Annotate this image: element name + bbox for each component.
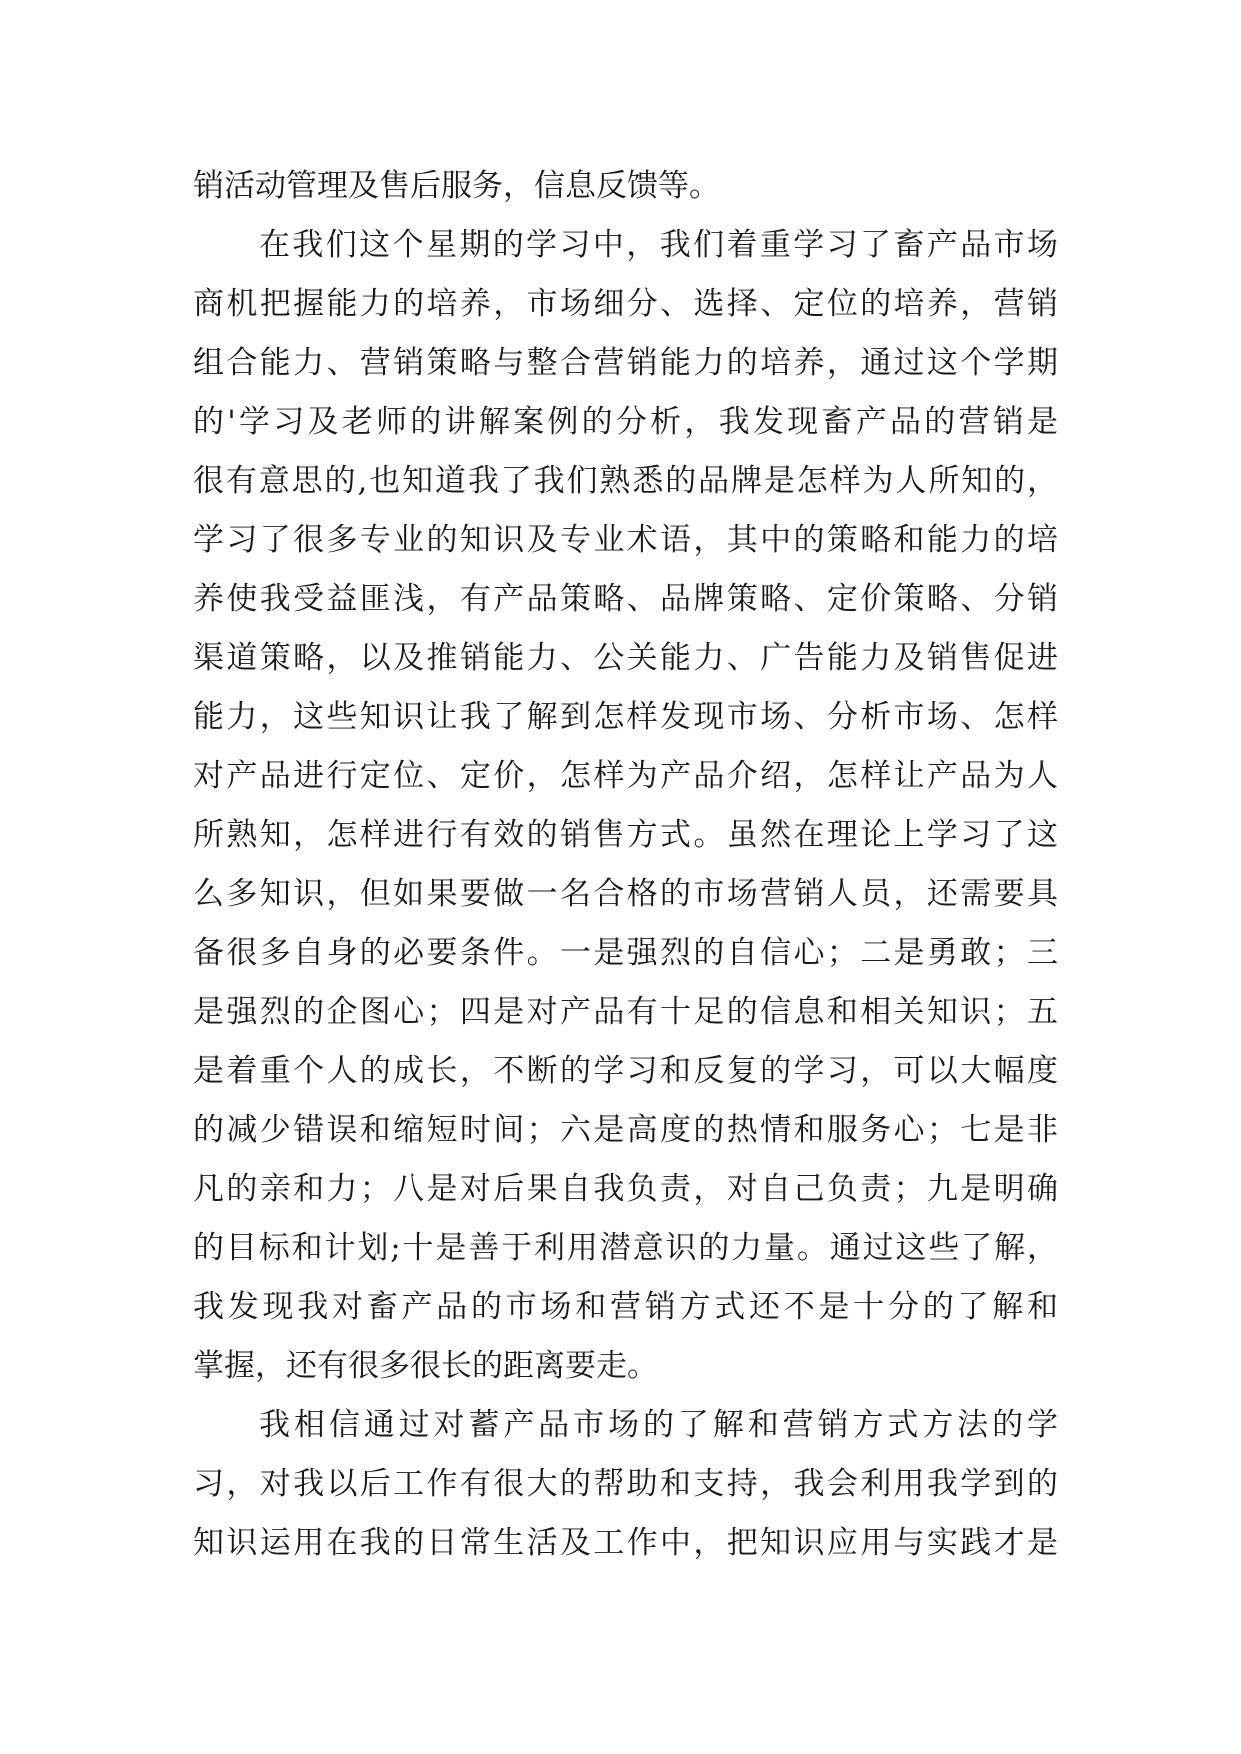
paragraph-1 [193, 157, 1058, 216]
text-line: 凡的亲和力；八是对后果自我负责，对自己负责；九是明确 [193, 1171, 1058, 1207]
text-line: 能力，这些知识让我了解到怎样发现市场、分析市场、怎样 [193, 699, 1058, 735]
text-line: 的'学习及老师的讲解案例的分析，我发现畜产品的营销是 [193, 404, 1058, 440]
text-line: 组合能力、营销策略与整合营销能力的培养，通过这个学期 [193, 345, 1058, 381]
text-line: 是强烈的企图心；四是对产品有十足的信息和相关知识；五 [193, 994, 1058, 1030]
text-line: 备很多自身的必要条件。一是强烈的自信心；二是勇敢；三 [193, 935, 1058, 971]
text-line: 学习了很多专业的知识及专业术语，其中的策略和能力的培 [193, 522, 1058, 558]
text-line: 很有意思的,也知道我了我们熟悉的品牌是怎样为人所知的， [193, 463, 1058, 499]
text-line: 么多知识，但如果要做一名合格的市场营销人员，还需要具 [193, 876, 1058, 912]
text-line: 销活动管理及售后服务，信息反馈等。 [193, 168, 720, 204]
text-line: 渠道策略，以及推销能力、公关能力、广告能力及销售促进 [193, 640, 1058, 676]
text-line: 在我们这个星期的学习中，我们着重学习了畜产品市场 [259, 227, 1058, 263]
text-line: 掌握，还有很多很长的距离要走。 [193, 1348, 658, 1384]
paragraph-3 [193, 1396, 1058, 1573]
body-text [193, 157, 1058, 1573]
text-line: 所熟知，怎样进行有效的销售方式。虽然在理论上学习了这 [193, 817, 1058, 853]
text-line: 我发现我对畜产品的市场和营销方式还不是十分的了解和 [193, 1289, 1058, 1325]
text-line: 我相信通过对蓄产品市场的了解和营销方式方法的学 [259, 1407, 1058, 1443]
text-line: 商机把握能力的培养，市场细分、选择、定位的培养，营销 [193, 286, 1058, 322]
text-line: 对产品进行定位、定价，怎样为产品介绍，怎样让产品为人 [193, 758, 1058, 794]
text-line: 的减少错误和缩短时间；六是高度的热情和服务心；七是非 [193, 1112, 1058, 1148]
text-line: 知识运用在我的日常生活及工作中，把知识应用与实践才是 [193, 1525, 1058, 1561]
text-line: 习，对我以后工作有很大的帮助和支持，我会利用我学到的 [193, 1466, 1058, 1502]
text-line: 是着重个人的成长，不断的学习和反复的学习，可以大幅度 [193, 1053, 1058, 1089]
paragraph-2 [193, 216, 1058, 1396]
text-line: 养使我受益匪浅，有产品策略、品牌策略、定价策略、分销 [193, 581, 1058, 617]
text-line: 的目标和计划;十是善于利用潜意识的力量。通过这些了解， [193, 1230, 1058, 1266]
